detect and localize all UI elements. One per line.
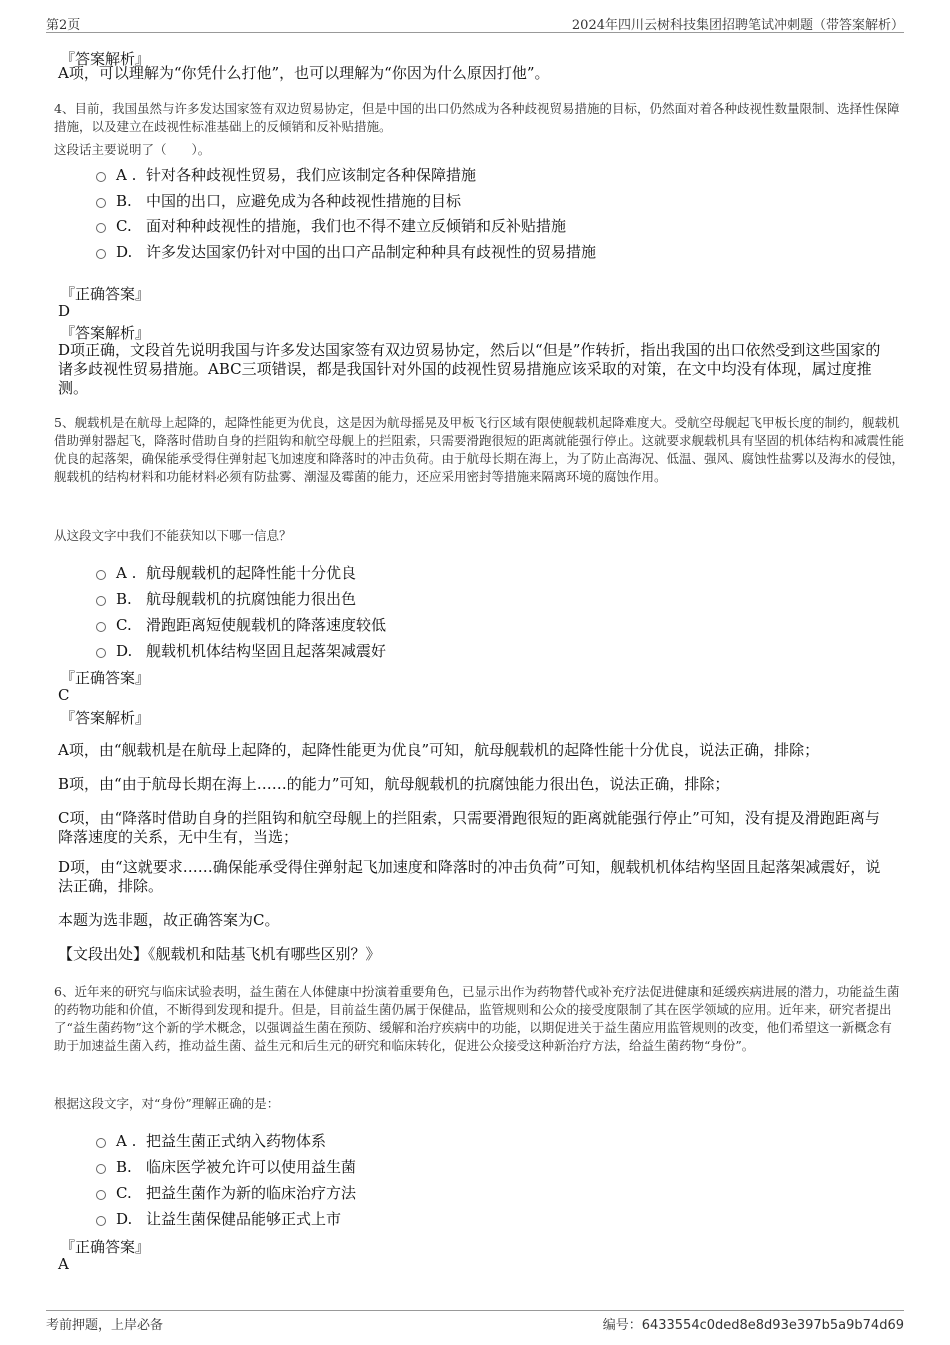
q6-option-c[interactable]: C. 把益生菌作为新的临床治疗方法	[96, 1182, 356, 1203]
q5-option-a[interactable]: A . 航母舰载机的起降性能十分优良	[96, 562, 356, 583]
q4-option-b[interactable]: B. 中国的出口，应避免成为各种歧视性措施的目标	[96, 190, 461, 211]
radio-icon[interactable]	[96, 1216, 106, 1226]
q5-option-b[interactable]: B. 航母舰载机的抗腐蚀能力很出色	[96, 588, 356, 609]
q4-stem: 4、目前，我国虽然与许多发达国家签有双边贸易协定，但是中国的出口仍然成为各种歧视贸易措施的目标，仍然面对着各种歧视性数量限制、选择性保障措施，以及建立在歧视性标准基础上的反倾销和反补贴措施。	[54, 101, 900, 134]
correct-label: 『正确答案』	[60, 285, 151, 303]
radio-icon[interactable]	[96, 1138, 106, 1148]
page-header	[46, 12, 904, 33]
radio-icon[interactable]	[96, 223, 106, 233]
q5-stem: 5、舰载机是在航母上起降的，起降性能更为优良，这是因为航母摇晃及甲板飞行区域有限使舰载机起降难度大。受航空母舰起飞甲板长度的制约，舰载机借助弹射器起飞，降落时借助自身的拦阻钩和航空母舰上的拦阻索，只需要滑跑很短的距离就能强行停止。这就要求舰载机具有坚固的机体结构和减震性能优良的起落架，确保能承受得住弹射起飞加速度和降落时的冲击负荷。由于航母长期在海上，为了防止高海况、低温、强风、腐蚀性盐雾以及海水的侵蚀，舰载机的结构材料和功能材料必须有防盐雾、潮湿及霉菌的能力，还应采用密封等措施来隔离环境的腐蚀作用。	[54, 415, 905, 484]
radio-icon[interactable]	[96, 249, 106, 259]
page-number: 第2页	[46, 18, 81, 33]
q5-option-d[interactable]: D. 舰载机机体结构坚固且起落架减震好	[96, 640, 386, 661]
q6-option-d[interactable]: D. 让益生菌保健品能够正式上市	[96, 1208, 341, 1229]
radio-icon[interactable]	[96, 648, 106, 658]
q4-question: 这段话主要说明了（ ）。	[54, 142, 211, 157]
radio-icon[interactable]	[96, 172, 106, 182]
doc-code: 编号：6433554c0ded8e8d93e397b5a9b74d69	[602, 1318, 904, 1333]
footer-slogan: 考前押题，上岸必备	[46, 1318, 164, 1333]
analysis-label: 『答案解析』	[60, 709, 151, 727]
q6-option-a[interactable]: A . 把益生菌正式纳入药物体系	[96, 1130, 326, 1151]
correct-label: 『正确答案』	[60, 1238, 151, 1256]
radio-icon[interactable]	[96, 570, 106, 580]
correct-label: 『正确答案』	[60, 669, 151, 687]
q5-conclusion: 本题为选非题，故正确答案为C。	[58, 911, 280, 929]
q5-analysis-b: B项，由“由于航母长期在海上……的能力”可知，航母舰载机的抗腐蚀能力很出色，说法正确，排除；	[58, 775, 730, 793]
radio-icon[interactable]	[96, 622, 106, 632]
q4-option-d[interactable]: D. 许多发达国家仍针对中国的出口产品制定种种具有歧视性的贸易措施	[96, 241, 596, 262]
radio-icon[interactable]	[96, 1190, 106, 1200]
radio-icon[interactable]	[96, 198, 106, 208]
q4-answer: D	[58, 302, 71, 320]
q5-analysis-c: C项，由“降落时借助自身的拦阻钩和航空母舰上的拦阻索，只需要滑跑很短的距离就能强行停止”可知，没有提及滑跑距离与降落速度的关系，无中生有，当选；	[58, 809, 880, 846]
q6-answer: A	[58, 1255, 69, 1273]
q5-analysis-d: D项，由“这就要求……确保能承受得住弹射起飞加速度和降落时的冲击负荷”可知，舰载机机体结构坚固且起落架减震好，说法正确，排除。	[58, 858, 881, 895]
radio-icon[interactable]	[96, 596, 106, 606]
q5-question: 从这段文字中我们不能获知以下哪一信息？	[54, 528, 292, 543]
q4-analysis: D项正确，文段首先说明我国与许多发达国家签有双边贸易协定，然后以“但是”作转折，指出我国的出口依然受到这些国家的诸多歧视性贸易措施。ABC三项错误，都是我国针对外国的歧视性贸易措施应该采取的对策，在文中均没有体现，属过度推测。	[58, 341, 881, 397]
analysis-label: 『答案解析』	[60, 50, 151, 68]
q6-option-b[interactable]: B. 临床医学被允许可以使用益生菌	[96, 1156, 356, 1177]
q5-option-c[interactable]: C. 滑跑距离短使舰载机的降落速度较低	[96, 614, 386, 635]
radio-icon[interactable]	[96, 1164, 106, 1174]
q6-question: 根据这段文字，对“身份”理解正确的是：	[54, 1096, 280, 1111]
doc-title: 2024年四川云树科技集团招聘笔试冲刺题（带答案解析）	[571, 18, 904, 33]
page-footer	[46, 1310, 904, 1333]
q4-option-c[interactable]: C. 面对种种歧视性的措施，我们也不得不建立反倾销和反补贴措施	[96, 215, 566, 236]
q5-answer: C	[58, 686, 70, 704]
q6-stem: 6、近年来的研究与临床试验表明，益生菌在人体健康中扮演着重要角色，已显示出作为药物替代或补充疗法促进健康和延缓疾病进展的潜力，功能益生菌的药物功能和价值，不断得到发现和提升。但是，目前益生菌仍属于保健品，监管规则和公众的接受度限制了其在医学领域的应用。近年来，研究者提出了“益生菌药物”这个新的学术概念，以强调益生菌在预防、缓解和治疗疾病中的功能，以期促进关于益生菌应用监管规则的改变，他们希望这一新概念有助于加速益生菌入药，推动益生菌、益生元和后生元的研究和临床转化，促进公众接受这种新治疗方法，给益生菌药物“身份”。	[54, 984, 900, 1053]
q5-source: 【文段出处】《舰载机和陆基飞机有哪些区别？》	[58, 945, 381, 963]
q4-option-a[interactable]: A . 针对各种歧视性贸易，我们应该制定各种保障措施	[96, 164, 476, 185]
q5-analysis-a: A项，由“舰载机是在航母上起降的，起降性能更为优良”可知，航母舰载机的起降性能十分优良，说法正确，排除；	[58, 741, 820, 759]
q3-analysis-text: A项，可以理解为“你凭什么打他”，也可以理解为“你因为什么原因打他”。	[58, 64, 550, 82]
analysis-label: 『答案解析』	[60, 324, 151, 342]
